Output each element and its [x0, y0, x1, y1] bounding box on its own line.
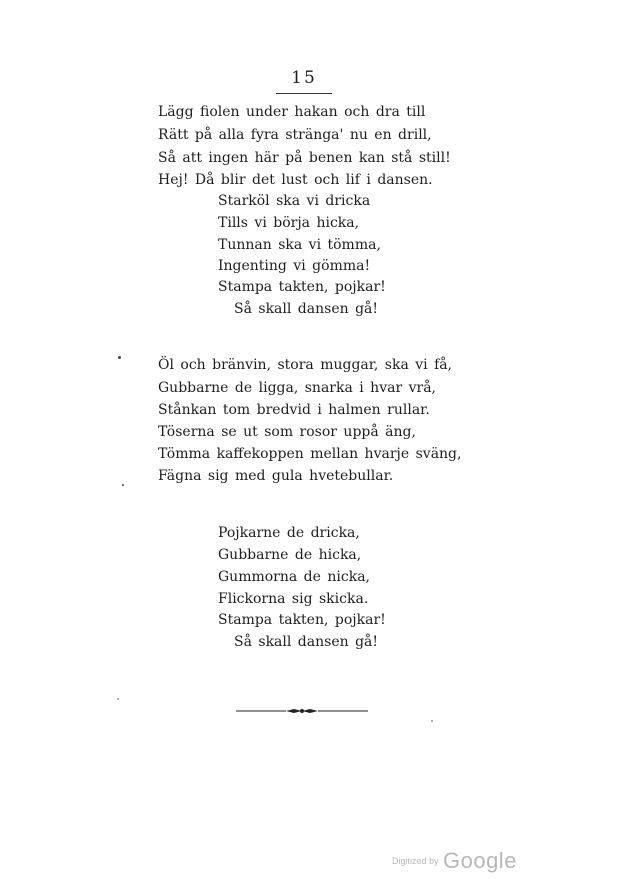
verse-line: Gubbarne de ligga, snarka i hvar vrå,	[158, 380, 436, 396]
scan-speck	[122, 484, 124, 486]
verse-line: Tömma kaffekoppen mellan hvarje sväng,	[158, 446, 462, 462]
scan-speck	[431, 720, 433, 722]
refrain-line: Stampa takten, pojkar!	[218, 612, 386, 628]
refrain-line: Tills vi börja hicka,	[218, 215, 360, 231]
refrain-line: Så skall dansen gå!	[234, 301, 379, 317]
verse-line: Lägg fiolen under hakan och dra till	[158, 104, 426, 120]
page-number-rule	[276, 93, 332, 94]
digitized-watermark	[392, 848, 517, 874]
verse-line: Hej! Då blir det lust och lif i dansen.	[158, 172, 433, 188]
refrain-line: Tunnan ska vi tömma,	[218, 237, 381, 253]
refrain-line: Starköl ska vi dricka	[218, 193, 371, 209]
refrain-line: Pojkarne de dricka,	[218, 525, 360, 541]
refrain-line: Ingenting vi gömma!	[218, 258, 371, 274]
verse-line: Fägna sig med gula hvetebullar.	[158, 468, 394, 484]
refrain-line: Gummorna de nicka,	[218, 569, 370, 585]
scan-speck	[118, 356, 121, 359]
watermark-prefix: Digitized by	[392, 856, 439, 866]
page-number: 15	[291, 68, 317, 88]
refrain-line: Gubbarne de hicka,	[218, 547, 362, 563]
google-logo: Google	[442, 848, 517, 873]
verse-line: Töserna se ut som rosor uppå äng,	[158, 424, 416, 440]
verse-line: Så att ingen här på benen kan stå still!	[158, 150, 451, 166]
ornament-divider	[236, 705, 368, 717]
verse-line: Öl och bränvin, stora muggar, ska vi få,	[158, 357, 453, 373]
verse-line: Stånkan tom bredvid i halmen rullar.	[158, 402, 430, 418]
refrain-line: Stampa takten, pojkar!	[218, 279, 386, 295]
refrain-line: Så skall dansen gå!	[234, 634, 379, 650]
scan-speck	[117, 698, 119, 700]
verse-line: Rätt på alla fyra stränga' nu en drill,	[158, 127, 432, 143]
refrain-line: Flickorna sig skicka.	[218, 591, 369, 607]
